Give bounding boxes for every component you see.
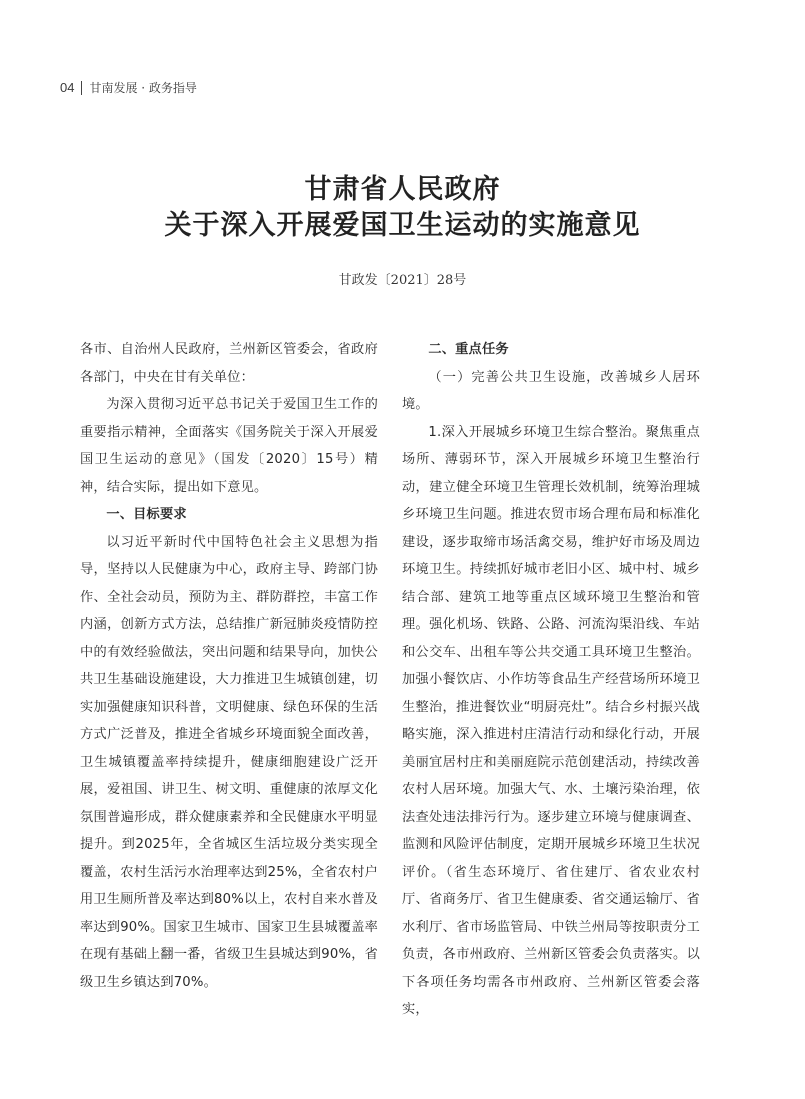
section-heading-2: 二、重点任务	[428, 342, 509, 357]
header-divider	[81, 81, 82, 95]
document-number: 甘政发〔2021〕28号	[338, 273, 467, 288]
goal-paragraph: 以习近平新时代中国特色社会主义思想为指导，坚持以人民健康为中心，政府主导、跨部门协作、全社会动员，预防为主、群防群控，丰富工作内涵，创新方式方法，总结推广新冠肺炎疫情防控中的有效经验做法，突出问题和结果导向，加快公共卫生基础设施建设，大力推进卫生城镇创建，切实加强健康知识科普，文明健康、绿色环保的生活方式广泛普及，推进全省城乡环境面貌全面改善，卫生城镇覆盖率持续提升，健康细胞建设广泛开展，爱祖国、讲卫生、树文明、重健康的浓厚文化氛围普遍形成，群众健康素养和全民健康水平明显提升。到2025年，全省城区生活垃圾分类实现全覆盖，农村生活污水治理率达到25%，全省农村户用卫生厕所普及率达到80%以上，农村自来水普及率达到90%。国家卫生城市、国家卫生县城覆盖率在现有基础上翻一番，省级卫生县城达到90%，省级卫生乡镇达到70%。	[80, 534, 378, 990]
title-line-1: 甘肃省人民政府	[304, 174, 501, 205]
item-1-paragraph: 1.深入开展城乡环境卫生综合整治。聚焦重点场所、薄弱环节，深入开展城乡环境卫生整治行动，建立健全环境卫生管理长效机制，统筹治理城乡环境卫生问题。推进农贸市场合理布局和标准化建设，逐步取缔市场活禽交易，维护好市场及周边环境卫生。持续抓好城市老旧小区、城中村、城乡结合部、建筑工地等重点区域环境卫生整治和管理。强化机场、铁路、公路、河流沟渠沿线、车站和公交车、出租车等公共交通工具环境卫生整治。加强小餐饮店、小作坊等食品生产经营场所环境卫生整治，推进餐饮业“明厨亮灶”。结合乡村振兴战略实施，深入推进村庄清洁行动和绿化行动，开展美丽宜居村庄和美丽庭院示范创建活动，持续改善农村人居环境。加强大气、水、土壤污染治理，依法查处违法排污行为。逐步建立环境与健康调查、监测和风险评估制度，定期开展城乡环境卫生状况评价。（省生态环境厅、省住建厅、省农业农村厅、省商务厅、省卫生健康委、省交通运输厅、省水利厅、省市场监管局、中铁兰州局等按职责分工负责，各市州政府、兰州新区管委会负责落实。以下各项任务均需各市州政府、兰州新区管委会落实，	[402, 424, 700, 1017]
left-column	[80, 336, 378, 996]
page-header	[60, 80, 197, 96]
address-paragraph: 各市、自治州人民政府，兰州新区管委会，省政府各部门，中央在甘有关单位：	[80, 342, 378, 385]
subheading-1: （一）完善公共卫生设施，改善城乡人居环境。	[402, 369, 700, 412]
right-column	[402, 336, 700, 1024]
intro-paragraph: 为深入贯彻习近平总书记关于爱国卫生工作的重要指示精神，全面落实《国务院关于深入开展爱国卫生运动的意见》（国发〔2020〕15号）精神，结合实际，提出如下意见。	[80, 397, 378, 495]
document-title	[0, 172, 805, 244]
page-number: 04	[60, 80, 75, 95]
title-line-2: 关于深入开展爱国卫生运动的实施意见	[164, 210, 641, 241]
section-heading-1: 一、目标要求	[106, 507, 187, 522]
section-title: 甘南发展 · 政务指导	[89, 81, 197, 95]
